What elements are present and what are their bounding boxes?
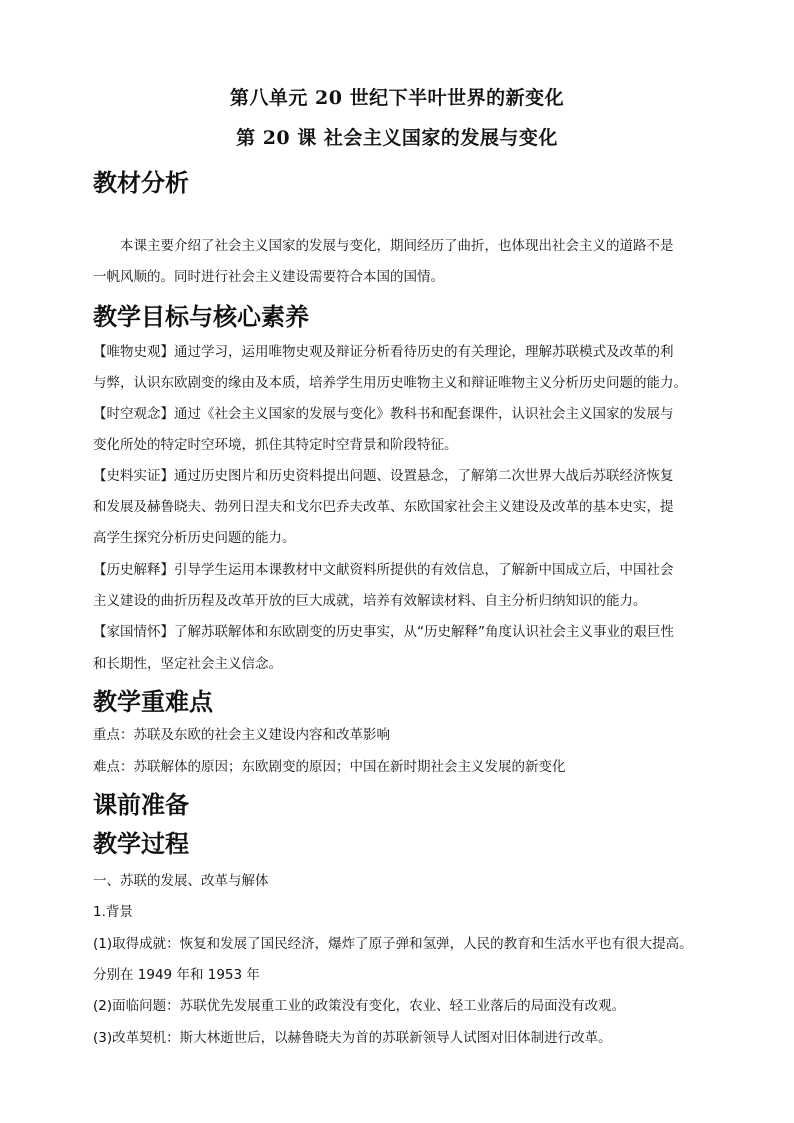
heading-process: 教学过程: [93, 829, 189, 858]
unit-title: 第八单元 20 世纪下半叶世界的新变化: [229, 87, 565, 109]
heading-goals: 教学目标与核心素养: [93, 302, 309, 331]
paragraph-line: 【唯物史观】通过学习，运用唯物史观及辩证分析看待历史的有关理论，理解苏联模式及改革的利: [93, 344, 674, 360]
heading-keypoints: 教学重难点: [93, 687, 213, 716]
paragraph-line: 与弊，认识东欧剧变的缘由及本质，培养学生用历史唯物主义和辩证唯物主义分析历史问题的能力。: [93, 375, 687, 391]
paragraph-line: 和发展及赫鲁晓夫、勃列日涅夫和戈尔巴乔夫改革、东欧国家社会主义建设及改革的基本史实，提: [93, 499, 674, 515]
paragraph-line: 一帆风顺的。同时进行社会主义建设需要符合本国的国情。: [93, 269, 444, 285]
paragraph-line: 本课主要介绍了社会主义国家的发展与变化，期间经历了曲折，也体现出社会主义的道路不是: [120, 238, 674, 254]
paragraph-line: 【时空观念】通过《社会主义国家的发展与变化》教科书和配套课件，认识社会主义国家的发展与: [93, 406, 674, 422]
paragraph-line: (3)改革契机：斯大林逝世后，以赫鲁晓夫为首的苏联新领导人试图对旧体制进行改革。: [93, 1030, 612, 1046]
paragraph-line: 1.背景: [93, 904, 133, 920]
paragraph-line: 【历史解释】引导学生运用本课教材中文献资料所提供的有效信息，了解新中国成立后，中国社会: [93, 562, 674, 578]
paragraph-line: 重点：苏联及东欧的社会主义建设内容和改革影响: [93, 727, 390, 743]
paragraph-line: 和长期性，坚定社会主义信念。: [93, 656, 282, 672]
paragraph-line: 分别在 1949 年和 1953 年: [93, 967, 260, 983]
paragraph-line: (2)面临问题：苏联优先发展重工业的政策没有变化，农业、轻工业落后的局面没有改观。: [93, 998, 626, 1014]
heading-prep: 课前准备: [93, 790, 189, 819]
paragraph-line: 主义建设的曲折历程及改革开放的巨大成就，培养有效解读材料、自主分析归纳知识的能力。: [93, 593, 647, 609]
paragraph-line: 高学生探究分析历史问题的能力。: [93, 530, 296, 546]
paragraph-line: 【家国情怀】了解苏联解体和东欧剧变的历史事实，从“历史解释”角度认识社会主义事业的艰巨性: [93, 624, 674, 640]
paragraph-line: 难点：苏联解体的原因；东欧剧变的原因；中国在新时期社会主义发展的新变化: [93, 759, 566, 775]
paragraph-line: 一、苏联的发展、改革与解体: [93, 873, 269, 889]
paragraph-line: 【史料实证】通过历史图片和历史资料提出问题、设置悬念，了解第二次世界大战后苏联经济恢复: [93, 468, 674, 484]
heading-analysis: 教材分析: [93, 168, 189, 197]
paragraph-line: 变化所处的特定时空环境，抓住其特定时空背景和阶段特征。: [93, 437, 458, 453]
lesson-title: 第 20 课 社会主义国家的发展与变化: [236, 127, 558, 149]
paragraph-line: (1)取得成就：恢复和发展了国民经济，爆炸了原子弹和氢弹，人民的教育和生活水平也有很大提高。: [93, 936, 693, 952]
